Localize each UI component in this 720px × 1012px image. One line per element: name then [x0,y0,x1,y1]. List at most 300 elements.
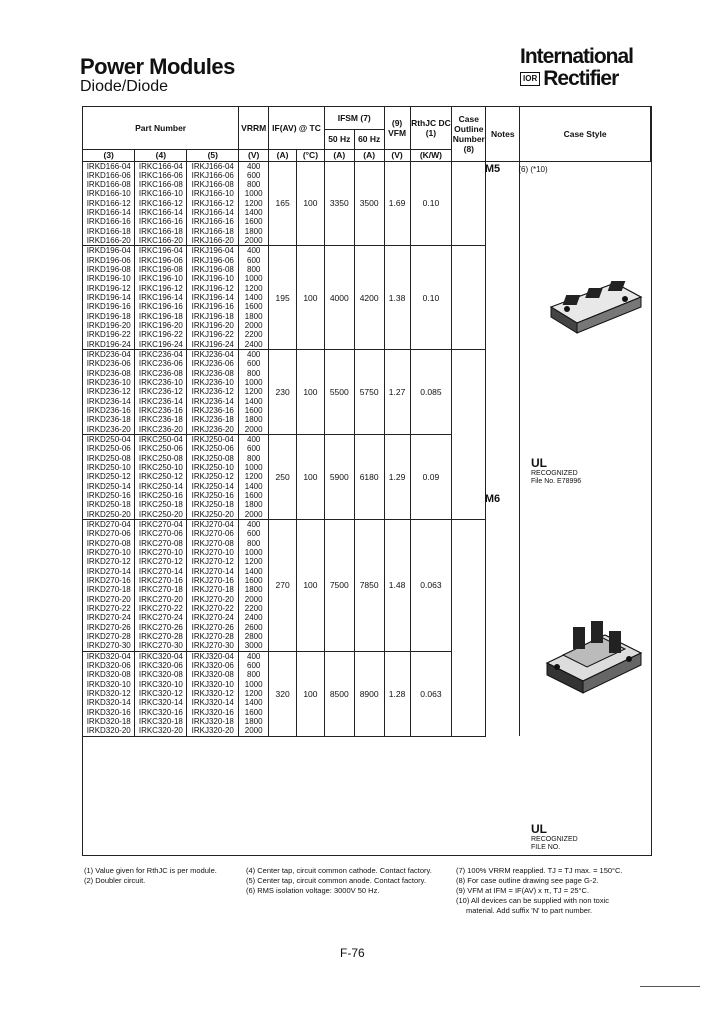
ifsm-50hz-header: 50 Hz [324,129,354,149]
vfm-note: (9) [391,117,403,128]
page-number: F-76 [340,946,365,960]
ifav-value: 320 [269,651,297,736]
part-number: IRKC270-30 [138,641,183,651]
vrrm-value: 2800 [244,631,263,641]
part-number: IRKJ270-14 [191,566,234,576]
part-number: IRKJ236-20 [191,424,234,434]
part-number: IRKD236-06 [86,359,131,369]
part-number: IRKC250-10 [138,463,183,472]
vrrm-cell [239,435,269,520]
part-number: IRKC320-06 [138,660,183,670]
case-outline-m5: M5 [484,163,501,175]
part-number: IRKD250-06 [86,444,131,454]
part-number: IRKD196-04 [86,246,131,256]
vrrm-value: 1000 [244,378,263,388]
ifsm-50hz-value: 5900 [324,435,354,520]
vrrm-value: 600 [247,444,261,454]
part-number: IRKD196-16 [86,302,131,312]
unit-v-header: (V) [239,149,269,161]
part-number: IRKC166-18 [138,226,183,236]
part-number: IRKJ196-20 [191,321,234,331]
part-number: IRKC236-06 [138,359,183,369]
ifsm-50hz-value: 5500 [324,350,354,435]
vrrm-value: 600 [247,359,261,369]
vrrm-value: 1400 [244,208,263,218]
part-number: IRKD320-16 [86,707,131,717]
vrrm-value: 1200 [244,387,263,397]
m6-module-image [541,617,647,699]
notes-header: Notes [486,107,520,161]
part-number: IRKC196-06 [138,255,183,265]
part-number: IRKC320-08 [138,670,183,680]
unit-a3-header: (A) [354,149,384,161]
part-number: IRKJ166-16 [191,217,234,227]
d-cell [83,350,135,435]
footnotes-col1 [84,866,217,886]
vrrm-value: 1200 [244,472,263,482]
part-number: IRKJ166-12 [191,198,234,208]
part-number: IRKD250-08 [86,453,131,463]
part-number: IRKC270-28 [138,631,183,641]
spec-table-frame [82,106,652,856]
footnote-4: (4) Center tap, circuit common cathode. Contact factory. [246,866,432,875]
footnote-5: (5) Center tap, circuit common anode. Contact factory. [246,876,426,885]
part-number: IRKJ196-22 [191,330,234,340]
part-number: IRKD270-22 [86,603,131,613]
part-number: IRKC270-04 [138,519,183,529]
vrrm-value: 2000 [244,594,263,604]
vrrm-value: 400 [247,246,261,256]
ul-recognized-text-1: RECOGNIZED [531,470,578,477]
d-cell [83,519,135,651]
part-number: IRKJ236-18 [191,415,234,425]
part-number: IRKJ270-28 [191,631,234,641]
footnote-10-cont: material. Add suffix 'N' to part number. [466,906,593,915]
ul-recognized-mark-2 [531,822,578,852]
vrrm-value: 1800 [244,500,263,510]
rthjc-header [410,107,452,149]
part-number: IRKC250-18 [138,500,183,510]
part-number: IRKC196-22 [138,330,183,340]
part-number: IRKJ250-08 [191,453,234,463]
footnote-6: (6) RMS isolation voltage: 3000V 50 Hz. [246,886,380,895]
rthjc-note: (1) [425,127,437,138]
case-outline-cell [452,651,486,736]
part-number: IRKJ236-10 [191,378,234,388]
tc-value: 100 [297,435,325,520]
part-number: IRKC250-04 [138,435,183,445]
part-number: IRKC320-20 [138,726,183,736]
part-number: IRKD196-06 [86,255,131,265]
part-number: IRKD196-14 [86,293,131,303]
vrrm-value: 2000 [244,321,263,331]
part-number: IRKC236-04 [138,350,183,360]
part-number: IRKJ270-20 [191,594,234,604]
ul-file-no-2: FILE NO. [531,844,561,851]
vrrm-value: 1000 [244,189,263,199]
part-number: IRKC270-24 [138,613,183,623]
part-number: IRKD270-26 [86,622,131,632]
part-number: IRKJ270-04 [191,519,234,529]
part-number: IRKC236-12 [138,387,183,397]
part-number: IRKJ196-10 [191,274,234,284]
ul-recognized-text-2: RECOGNIZED [531,836,578,843]
part-number: IRKD166-14 [86,208,131,218]
part-number: IRKC250-08 [138,453,183,463]
vrrm-cell [239,651,269,736]
case-style-cell [520,350,651,435]
vrrm-value: 1200 [244,688,263,698]
notes-cell [486,246,520,350]
part-number: IRKC250-12 [138,472,183,482]
part-number: IRKJ166-18 [191,226,234,236]
tc-value: 100 [297,519,325,651]
part-number: IRKD196-20 [86,321,131,331]
part-number: IRKD320-04 [86,651,131,661]
part-number: IRKD320-18 [86,716,131,726]
vrrm-value: 1200 [244,198,263,208]
part-number: IRKC320-14 [138,698,183,708]
part-number: IRKC250-06 [138,444,183,454]
vfm-label: VFM [388,127,407,138]
ul-file-no-1: File No. E78996 [531,478,582,485]
vrrm-value: 1600 [244,490,263,500]
ul-logo-2: UL [531,822,547,836]
part-number: IRKC270-06 [138,529,183,539]
part-number: IRKD250-12 [86,472,131,482]
vrrm-value: 1400 [244,566,263,576]
footnotes-col3 [456,866,623,916]
ifsm-50hz-value: 4000 [324,246,354,350]
part-number: IRKD166-20 [86,236,131,246]
vrrm-cell [239,350,269,435]
vrrm-value: 2200 [244,330,263,340]
part-number: IRKD270-30 [86,641,131,651]
vrrm-value: 1600 [244,575,263,585]
vfm-value: 1.69 [384,161,410,246]
part-number: IRKJ320-04 [191,651,234,661]
part-number: IRKJ196-04 [191,246,234,256]
part-number: IRKD236-12 [86,387,131,397]
case-outline-cell [452,519,486,651]
part-number: IRKD196-12 [86,283,131,293]
vrrm-value: 400 [247,651,261,661]
part-number: IRKD320-20 [86,726,131,736]
part-number: IRKD166-18 [86,226,131,236]
notes-cell [486,651,520,736]
ifsm-50hz-value: 8500 [324,651,354,736]
vfm-value: 1.29 [384,435,410,520]
part-number: IRKJ270-30 [191,641,234,651]
part-number: IRKJ196-08 [191,265,234,275]
part-number: IRKD166-08 [86,180,131,190]
part-number: IRKJ250-14 [191,481,234,491]
part-number: IRKJ320-20 [191,726,234,736]
part-number: IRKD236-10 [86,378,131,388]
part-number: IRKD196-10 [86,274,131,284]
part-number: IRKC196-16 [138,302,183,312]
part-number: IRKJ270-26 [191,622,234,632]
part-number: IRKC320-18 [138,716,183,726]
vrrm-value: 2000 [244,236,263,246]
ifav-value: 195 [269,246,297,350]
vrrm-value: 800 [247,538,261,548]
part-number: IRKC166-16 [138,217,183,227]
part-number: IRKJ270-06 [191,529,234,539]
vrrm-value: 1000 [244,547,263,557]
vrrm-value: 400 [247,435,261,445]
rthjc-label: RthJC DC [411,117,451,128]
ifsm-60hz-value: 3500 [354,161,384,246]
tc-value: 100 [297,651,325,736]
m5-module-image [545,271,645,341]
tc-value: 100 [297,246,325,350]
vrrm-value: 1400 [244,396,263,406]
part-number: IRKJ196-14 [191,293,234,303]
ifsm-60hz-value: 8900 [354,651,384,736]
d-cell [83,246,135,350]
part-number: IRKJ166-14 [191,208,234,218]
vrrm-value: 1400 [244,293,263,303]
part-number: IRKD166-04 [86,161,131,171]
vrrm-value: 2000 [244,424,263,434]
vrrm-value: 800 [247,265,261,275]
part-number: IRKD236-04 [86,350,131,360]
ifsm-header: IFSM (7) [324,107,384,129]
part-number: IRKD270-16 [86,575,131,585]
vrrm-value: 1000 [244,274,263,284]
part-number: IRKC270-18 [138,585,183,595]
unit-c-header: (°C) [297,149,325,161]
part-number: IRKC320-12 [138,688,183,698]
company-logo [520,46,655,90]
vrrm-cell [239,519,269,651]
part-number: IRKD166-16 [86,217,131,227]
vrrm-value: 1800 [244,415,263,425]
ifsm-60hz-value: 4200 [354,246,384,350]
vrrm-value: 2400 [244,613,263,623]
unit-v2-header: (V) [384,149,410,161]
vrrm-value: 600 [247,255,261,265]
ul-recognized-mark-1 [531,456,582,486]
part-number: IRKJ270-10 [191,547,234,557]
part-number: IRKD250-20 [86,509,131,519]
footnote-9: (9) VFM at IFM = IF(AV) x π, TJ = 25°C. [456,886,590,895]
part-number: IRKC270-14 [138,566,183,576]
ifsm-60hz-value: 5750 [354,350,384,435]
vrrm-value: 1800 [244,311,263,321]
ul-logo-1: UL [531,456,547,470]
j-cell [187,651,239,736]
part-group-row [83,350,651,435]
part-number: IRKC270-20 [138,594,183,604]
part-number: IRKJ250-20 [191,509,234,519]
part-number: IRKD166-12 [86,198,131,208]
part-number: IRKJ270-24 [191,613,234,623]
col3-header: (3) [83,149,135,161]
vrrm-value: 1400 [244,698,263,708]
notes-cell [486,435,520,520]
part-number: IRKJ236-14 [191,396,234,406]
part-number: IRKC196-04 [138,246,183,256]
part-number: IRKC196-20 [138,321,183,331]
part-number: IRKJ196-16 [191,302,234,312]
part-number: IRKJ196-18 [191,311,234,321]
c-cell [135,161,187,246]
vrrm-value: 1400 [244,481,263,491]
vrrm-value: 800 [247,180,261,190]
vrrm-value: 400 [247,519,261,529]
part-number: IRKJ270-16 [191,575,234,585]
part-number: IRKC270-16 [138,575,183,585]
part-number: IRKC236-08 [138,368,183,378]
part-number: IRKD250-10 [86,463,131,472]
part-number: IRKD196-18 [86,311,131,321]
footnote-10: (10) All devices can be supplied with non toxic [456,896,610,905]
part-number: IRKC270-26 [138,622,183,632]
part-number: IRKD236-16 [86,406,131,416]
part-number: IRKJ250-04 [191,435,234,445]
part-number: IRKJ320-06 [191,660,234,670]
part-number: IRKJ236-08 [191,368,234,378]
footnote-1: (1) Value given for RthJC is per module. [84,866,217,875]
vrrm-cell [239,161,269,246]
part-number: IRKJ196-24 [191,339,234,349]
part-number: IRKD320-10 [86,679,131,689]
ifsm-60hz-value: 7850 [354,519,384,651]
part-number: IRKC196-24 [138,339,183,349]
logo-badge: IOR [520,72,540,86]
part-number: IRKD236-20 [86,424,131,434]
part-number: IRKD320-08 [86,670,131,680]
part-number: IRKC196-18 [138,311,183,321]
part-number: IRKJ270-18 [191,585,234,595]
vrrm-value: 1000 [244,679,263,689]
part-number: IRKD270-14 [86,566,131,576]
c-cell [135,246,187,350]
part-number: IRKD270-28 [86,631,131,641]
case-outline-header: Case Outline Number (8) [452,107,486,161]
part-number: IRKC196-14 [138,293,183,303]
part-number: IRKJ166-08 [191,180,234,190]
part-number: IRKC166-14 [138,208,183,218]
j-cell [187,161,239,246]
part-number: IRKD236-18 [86,415,131,425]
rthjc-value: 0.063 [410,651,452,736]
part-number: IRKJ250-18 [191,500,234,510]
part-number: IRKC236-10 [138,378,183,388]
part-number: IRKJ270-22 [191,603,234,613]
vfm-value: 1.27 [384,350,410,435]
vrrm-value: 1800 [244,716,263,726]
part-number: IRKC250-16 [138,490,183,500]
part-number: IRKC236-18 [138,415,183,425]
part-number: IRKJ270-12 [191,557,234,567]
part-number: IRKJ270-08 [191,538,234,548]
vfm-value: 1.28 [384,651,410,736]
part-number: IRKD196-24 [86,339,131,349]
case-outline-cell [452,246,486,350]
part-number: IRKC270-12 [138,557,183,567]
part-number: IRKJ320-16 [191,707,234,717]
rthjc-value: 0.09 [410,435,452,520]
vrrm-value: 800 [247,670,261,680]
footnotes-col2 [246,866,432,896]
part-group-row [83,161,651,246]
j-cell [187,246,239,350]
case-outline-m6: M6 [484,493,501,505]
page-title: Power Modules [80,54,235,79]
part-number: IRKC270-10 [138,547,183,557]
part-number: IRKD236-14 [86,396,131,406]
corner-rule [640,986,700,987]
notes-m5: (6) (*10) [518,165,548,174]
part-number: IRKC236-16 [138,406,183,416]
part-number: IRKJ166-04 [191,161,234,171]
part-number: IRKC250-20 [138,509,183,519]
j-cell [187,435,239,520]
footnote-8: (8) For case outline drawing see page G-2. [456,876,599,885]
rthjc-value: 0.085 [410,350,452,435]
part-number: IRKC166-10 [138,189,183,199]
rthjc-value: 0.10 [410,246,452,350]
case-outline-cell [452,435,486,520]
ifav-value: 250 [269,435,297,520]
c-cell [135,350,187,435]
vrrm-value: 600 [247,170,261,180]
part-number: IRKD236-08 [86,368,131,378]
part-number: IRKC166-08 [138,180,183,190]
unit-kw-header: (K/W) [410,149,452,161]
vrrm-value: 2400 [244,339,263,349]
notes-cell [486,350,520,435]
vrrm-value: 400 [247,350,261,360]
part-number: IRKC320-16 [138,707,183,717]
d-cell [83,651,135,736]
vrrm-value: 1600 [244,217,263,227]
vrrm-value: 1200 [244,283,263,293]
part-number: IRKD320-14 [86,698,131,708]
vfm-header [384,107,410,149]
part-number: IRKC270-08 [138,538,183,548]
page-subtitle: Diode/Diode [80,78,169,95]
part-number: IRKD270-10 [86,547,131,557]
part-number: IRKD250-16 [86,490,131,500]
part-number: IRKC196-08 [138,265,183,275]
part-number: IRKC270-22 [138,603,183,613]
case-style-header: Case Style [520,107,651,161]
part-number: IRKJ250-06 [191,444,234,454]
part-number: IRKJ236-06 [191,359,234,369]
vrrm-value: 1200 [244,557,263,567]
unit-a2-header: (A) [324,149,354,161]
ifav-value: 230 [269,350,297,435]
part-number: IRKD250-04 [86,435,131,445]
part-number: IRKJ166-10 [191,189,234,199]
part-number: IRKC250-14 [138,481,183,491]
part-number: IRKJ320-10 [191,679,234,689]
part-number: IRKJ236-12 [191,387,234,397]
c-cell [135,519,187,651]
ifav-value: 270 [269,519,297,651]
vrrm-value: 1800 [244,585,263,595]
part-number: IRKC166-20 [138,236,183,246]
vrrm-value: 2000 [244,509,263,519]
part-number-header: Part Number [83,107,239,149]
part-number: IRKD320-06 [86,660,131,670]
vrrm-value: 600 [247,660,261,670]
part-number: IRKJ250-16 [191,490,234,500]
